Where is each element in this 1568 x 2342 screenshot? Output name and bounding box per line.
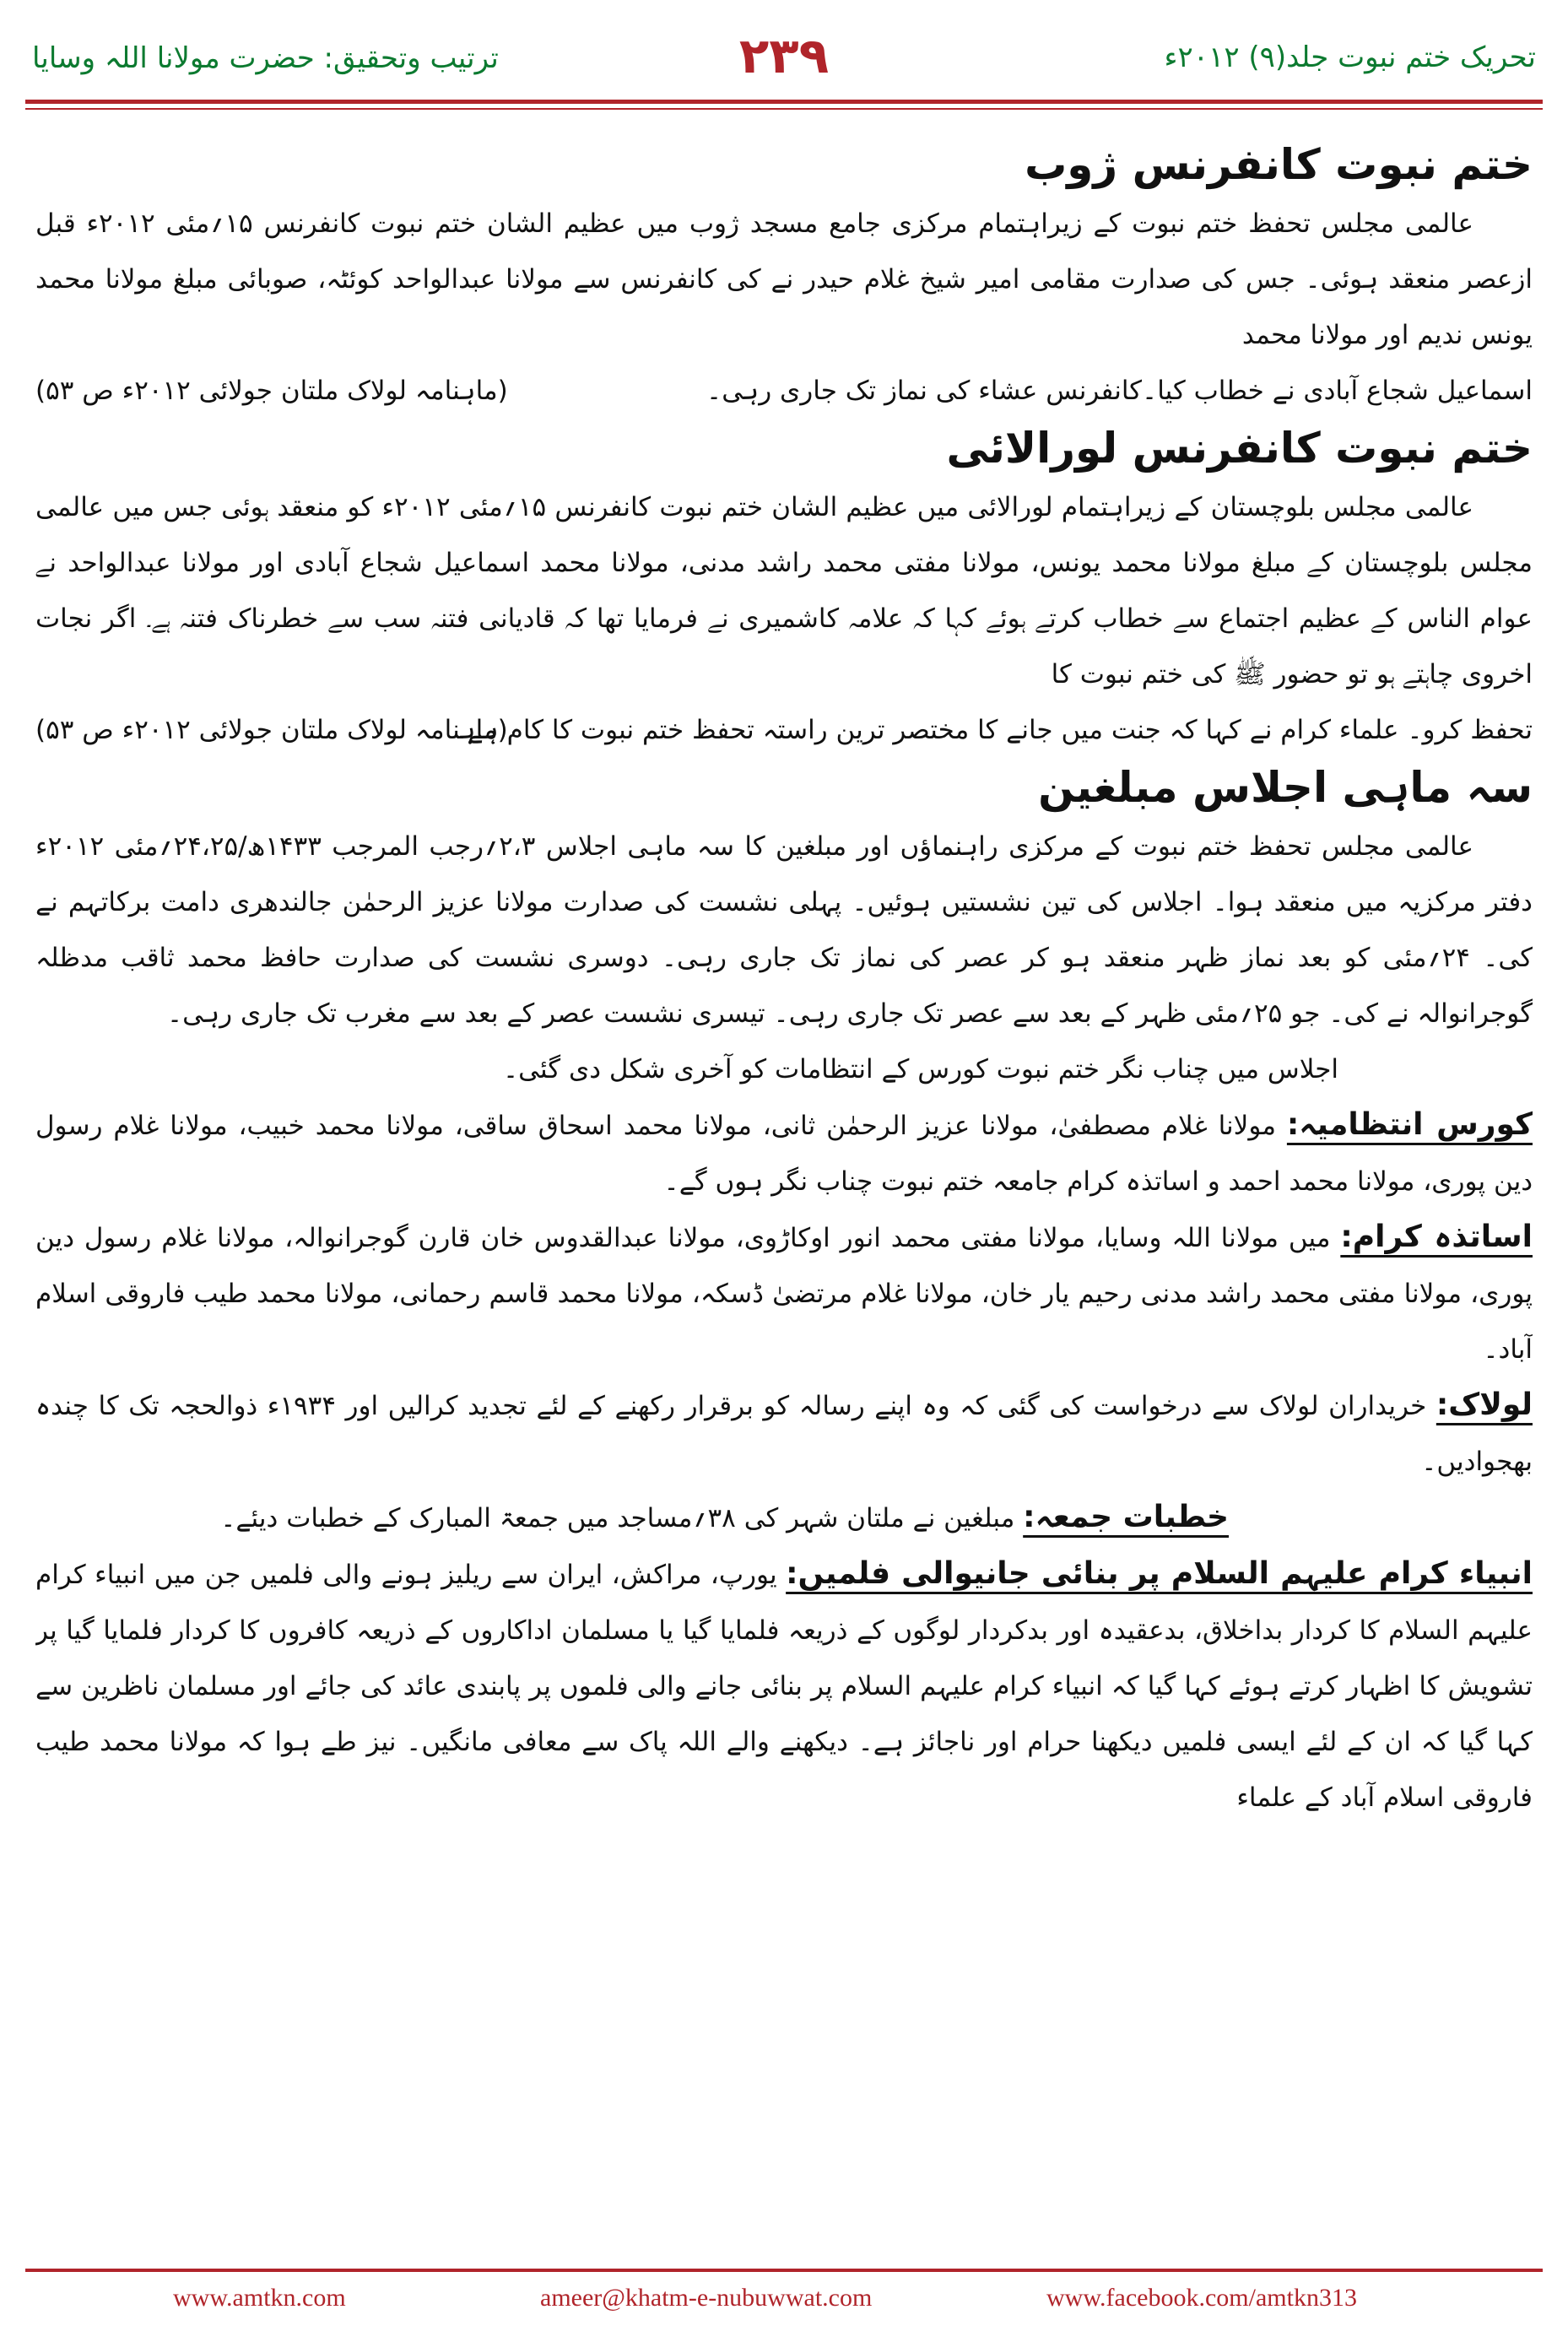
item-text: مبلغین نے ملتان شہر کی ۳۸؍مساجد میں جمعۃ المبارک کے خطبات دیئے۔	[220, 1503, 1024, 1533]
item-text: میں مولانا اللہ وسایا، مولانا مفتی محمد انور اوکاڑوی، مولانا عبدالقدوس خان قارن گوجرانوالہ، مولانا غلام رسول دین پوری، مولانا مفتی محمد راشد مدنی رحیم یار خان، مولانا غلام مرتضیٰ ڈسکہ، مولانا محمد قاسم رحمانی، مولانا محمد طیب فاروقی اسلام آباد۔	[35, 1223, 1533, 1365]
section-heading: سہ ماہی اجلاس مبلغین	[1038, 763, 1533, 812]
section-paragraph: عالمی مجلس تحفظ ختم نبوت کے مرکزی راہنماؤں اور مبلغین کا سہ ماہی اجلاس ۲،۳؍رجب المرجب ۱۴۳۳ھ/۲۴،۲۵؍مئی ۲۰۱۲ء دفتر مرکزیہ میں منعقد ہوا۔ اجلاس کی تین نشستیں ہوئیں۔ پہلی نشست کی صدارت مولانا عزیز الرحمٰن جالندھری دامت برکاتہم نے کی۔ ۲۴؍مئی کو بعد نماز ظہر منعقد ہو کر عصر کی نماز تک جاری رہی۔ دوسری نشست کی صدارت حافظ محمد ثاقب مدظلہ گوجرانوالہ نے کی۔ جو ۲۵؍مئی ظہر کے بعد سے عصر تک جاری رہی۔ تیسری نشست عصر کے بعد سے مغرب تک جاری رہی۔	[35, 831, 1533, 1029]
article-body	[35, 135, 1533, 2224]
section-zhob-conference	[35, 140, 1533, 419]
section-closing-line	[35, 363, 1533, 419]
section-closing-line	[35, 702, 1533, 758]
section-paragraph: عالمی مجلس تحفظ ختم نبوت کے زیراہتمام مرکزی جامع مسجد ژوب میں عظیم الشان ختم نبوت کانفرنس ۱۵؍مئی ۲۰۱۲ء قبل ازعصر منعقد ہوئی۔ جس کی صدارت مقامی امیر شیخ غلام حیدر نے کی کانفرنس سے مولانا عبدالواحد کوئٹہ، صوبائی مبلغ مولانا محمد یونس ندیم اور مولانا محمد	[35, 208, 1533, 350]
page-header	[0, 0, 1568, 127]
item-label: کورس انتظامیہ:	[1286, 1107, 1533, 1142]
citation: (ماہنامہ لولاک ملتان جولائی ۲۰۱۲ء ص ۵۳)	[35, 376, 508, 406]
item-films	[35, 1546, 1533, 1825]
section-paragraph: عالمی مجلس بلوچستان کے زیراہتمام لورالائی میں عظیم الشان ختم نبوت کانفرنس ۱۵؍مئی ۲۰۱۲ء کو منعقد ہوئی جس میں عالمی مجلس بلوچستان کے مبلغ مولانا محمد یونس، مولانا مفتی محمد راشد مدنی، مولانا محمد اسماعیل شجاع آبادی اور مولانا عبدالواحد نے عوام الناس کے عظیم اجتماع سے خطاب کرتے ہوئے کہا کہ علامہ کاشمیری نے فرمایا تھا کہ قادیانی فتنہ سب سے خطرناک فتنہ ہے۔ اگر نجات اخروی چاہتے ہو تو حضور ﷺ کی ختم نبوت کا	[35, 492, 1533, 690]
item-label: لولاک:	[1436, 1387, 1533, 1422]
item-text: یورپ، مراکش، ایران سے ریلیز ہونے والی فلمیں جن میں انبیاء کرام علیہم السلام کا کردار بداخلاق، بدعقیدہ اور بدکردار لوگوں کے ذریعہ فلمایا گیا یا مسلمان اداکاروں کے ذریعہ کافروں کا کردار فلمایا گیا پر تشویش کا اظہار کرتے ہوئے کہا گیا کہ انبیاء کرام علیہم السلام پر بنائی جانے والی فلموں پر پابندی عائد کی جائے اور مسلمان ناظرین سے کہا گیا کہ ان کے لئے ایسی فلمیں دیکھنا حرام اور ناجائز ہے۔ دیکھنے والے اللہ پاک سے معافی مانگیں۔ نیز طے ہوا کہ مولانا محمد طیب فاروقی اسلام آباد کے علماء	[35, 1560, 1533, 1813]
item-label: انبیاء کرام علیہم السلام پر بنائی جانیوالی فلمیں:	[786, 1556, 1533, 1591]
item-text: خریداران لولاک سے درخواست کی گئی کہ وہ اپنے رسالہ کو برقرار رکھنے کے لئے تجدید کرالیں اور ۱۹۳۴ء ذوالحجہ تک کا چندہ بھجوادیں۔	[35, 1391, 1533, 1477]
item-teachers	[35, 1209, 1533, 1377]
footer-rule	[25, 2269, 1543, 2272]
section-quarterly-meeting	[35, 763, 1533, 1825]
closing-text: اسماعیل شجاع آبادی نے خطاب کیا۔کانفرنس عشاء کی نماز تک جاری رہی۔	[706, 376, 1533, 406]
item-course-admin	[35, 1097, 1533, 1209]
compiler-credit: ترتیب وتحقیق: حضرت مولانا اللہ وسایا	[32, 41, 499, 75]
email-link[interactable]: ameer@khatm-e-nubuwwat.com	[540, 2284, 873, 2312]
item-friday-sermons	[35, 1490, 1533, 1546]
facebook-link[interactable]: www.facebook.com/amtkn313	[1046, 2284, 1357, 2312]
citation: (ماہنامہ لولاک ملتان جولائی ۲۰۱۲ء ص ۵۳)	[35, 715, 508, 745]
page-number: ۲۳۹	[738, 27, 830, 84]
item-label: اساتذہ کرام:	[1340, 1220, 1533, 1254]
book-title: تحریک ختم نبوت جلد(۹) ۲۰۱۲ء	[1164, 41, 1536, 74]
item-lolak	[35, 1377, 1533, 1490]
header-rule-thick	[25, 100, 1543, 104]
closing-text: تحفظ کرو۔ علماء کرام نے کہا کہ جنت میں جانے کا مختصر ترین راستہ تحفظ ختم نبوت کا کام ہے۔	[452, 715, 1533, 745]
section-heading: ختم نبوت کانفرنس لورالائی	[946, 424, 1533, 473]
website-link[interactable]: www.amtkn.com	[173, 2284, 346, 2312]
section-loralai-conference	[35, 424, 1533, 758]
item-label: خطبات جمعہ:	[1023, 1500, 1229, 1534]
header-rule-thin	[25, 108, 1543, 110]
page-footer	[0, 2277, 1568, 2328]
meeting-note: اجلاس میں چناب نگر ختم نبوت کورس کے انتظامات کو آخری شکل دی گئی۔	[503, 1054, 1338, 1084]
item-text: مولانا غلام مصطفیٰ، مولانا عزیز الرحمٰن ثانی، مولانا محمد اسحاق ساقی، مولانا محمد خبیب، مولانا غلام رسول دین پوری، مولانا محمد احمد و اساتذہ کرام جامعہ ختم نبوت چناب نگر ہوں گے۔	[35, 1111, 1533, 1197]
section-heading: ختم نبوت کانفرنس ژوب	[1025, 140, 1533, 189]
